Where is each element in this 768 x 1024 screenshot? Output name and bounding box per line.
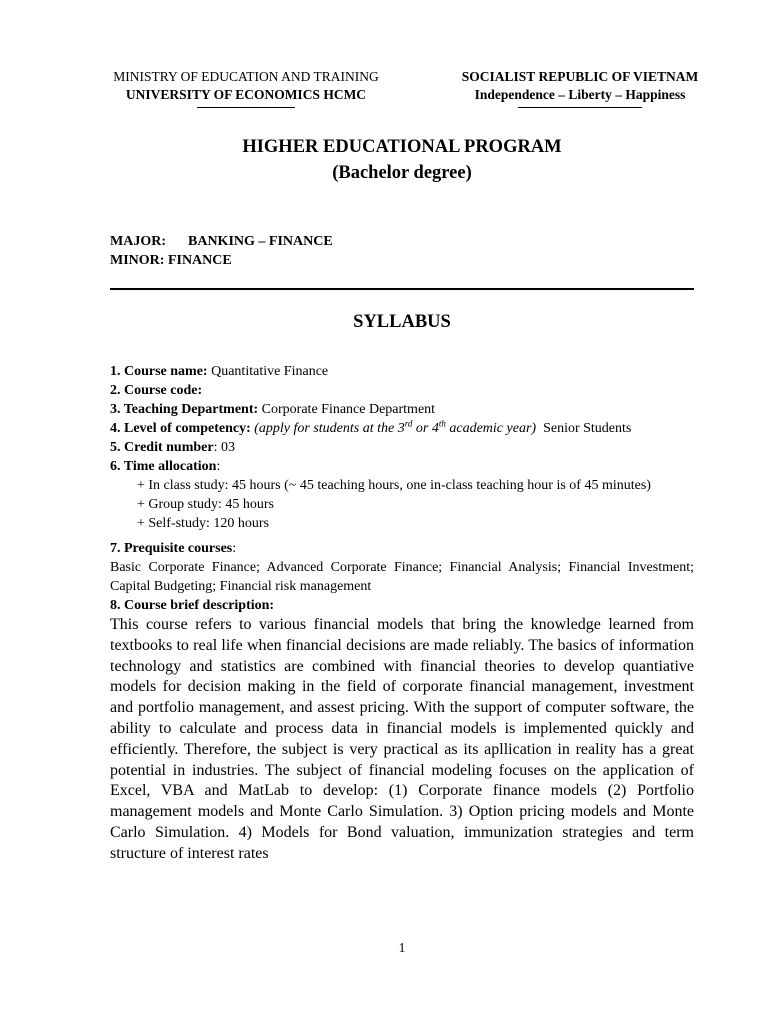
minor-label: MINOR: <box>110 253 165 268</box>
program-title: HIGHER EDUCATIONAL PROGRAM <box>242 137 562 157</box>
prereq-value: Basic Corporate Finance; Advanced Corporate Finance; Financial Analysis; Financial Investment; Capital Budgeting; Financial risk management <box>110 560 694 594</box>
page-number: 1 <box>398 940 406 955</box>
prereq-label: 7. Prequisite courses <box>110 541 233 556</box>
prereq-line: 7. Prequisite courses: <box>110 541 237 556</box>
minor-value: FINANCE <box>167 253 232 268</box>
header-right-rule <box>518 107 642 108</box>
competency-line <box>110 419 694 438</box>
credit-label: 5. Credit number <box>110 440 214 455</box>
header-right <box>440 68 720 108</box>
major-value: BANKING – FINANCE <box>188 234 333 249</box>
ministry-name: MINISTRY OF EDUCATION AND TRAINING <box>113 69 379 84</box>
major-label: MAJOR: <box>110 234 166 249</box>
header-left <box>88 68 404 108</box>
course-info <box>110 362 694 865</box>
credit-value: : 03 <box>213 440 235 455</box>
course-name-label: 1. Course name: <box>110 364 208 379</box>
time-item: + Group study: 45 hours <box>137 497 275 512</box>
competency-sup-a: rd <box>404 418 413 429</box>
republic-name: SOCIALIST REPUBLIC OF VIETNAM <box>461 69 699 84</box>
degree-subtitle: (Bachelor degree) <box>332 163 472 183</box>
time-line: 6. Time allocation: <box>110 459 221 474</box>
competency-note-c: academic year) <box>445 421 537 436</box>
department-label: 3. Teaching Department: <box>110 402 259 417</box>
national-motto: Independence – Liberty – Happiness <box>474 87 686 102</box>
time-item: + Self-study: 120 hours <box>137 516 269 531</box>
course-name-value: Quantitative Finance <box>211 364 329 379</box>
brief-line <box>110 596 694 615</box>
time-item: + In class study: 45 hours (~ 45 teaching hours, one in-class teaching hour is of 45 minutes) <box>137 478 651 493</box>
syllabus-heading: SYLLABUS <box>353 312 451 332</box>
university-name: UNIVERSITY OF ECONOMICS HCMC <box>125 87 367 102</box>
major-line <box>110 232 333 251</box>
department-value: Corporate Finance Department <box>261 402 436 417</box>
header-left-rule <box>197 107 295 108</box>
time-label: 6. Time allocation <box>110 459 217 474</box>
course-code-label: 2. Course code: <box>110 383 203 398</box>
program-info <box>110 232 333 270</box>
course-code-line <box>110 381 694 400</box>
brief-label: 8. Course brief description: <box>110 598 275 613</box>
competency-sup-b: th <box>438 418 446 429</box>
competency-label: 4. Level of competency: <box>110 421 251 436</box>
credit-line <box>110 438 694 457</box>
minor-line <box>110 251 333 270</box>
competency-note-b: or 4 <box>412 421 439 436</box>
competency-note <box>254 418 537 436</box>
course-description: This course refers to various financial models that bring the knowledge learned from textbooks to real life when financial decisions are made reliably. The basics of information technology and statistics are combined with financial theories to develop quantiative models for decision making in the field of corporate financial management, investment and portfolio management, and assest pricing. With the support of computer software, the ability to calculate and process data in financial models is implemented quickly and efficiently. Therefore, the subject is very practical as its apllication in reality has a great potential in industries. The subject of financial modeling focuses on the application of Excel, VBA and MatLab to develop: (1) Corporate finance models (2) Portfolio management models and Monte Carlo Simulation. 3) Option pricing models and Monte Carlo Simulation. 4) Models for Bond valuation, immunization strategies and term structure of interest rates <box>110 616 694 862</box>
department-line <box>110 400 694 419</box>
competency-value: Senior Students <box>543 421 632 436</box>
section-divider <box>110 288 694 290</box>
course-name-line <box>110 362 694 381</box>
competency-note-a: (apply for students at the 3 <box>254 421 405 436</box>
